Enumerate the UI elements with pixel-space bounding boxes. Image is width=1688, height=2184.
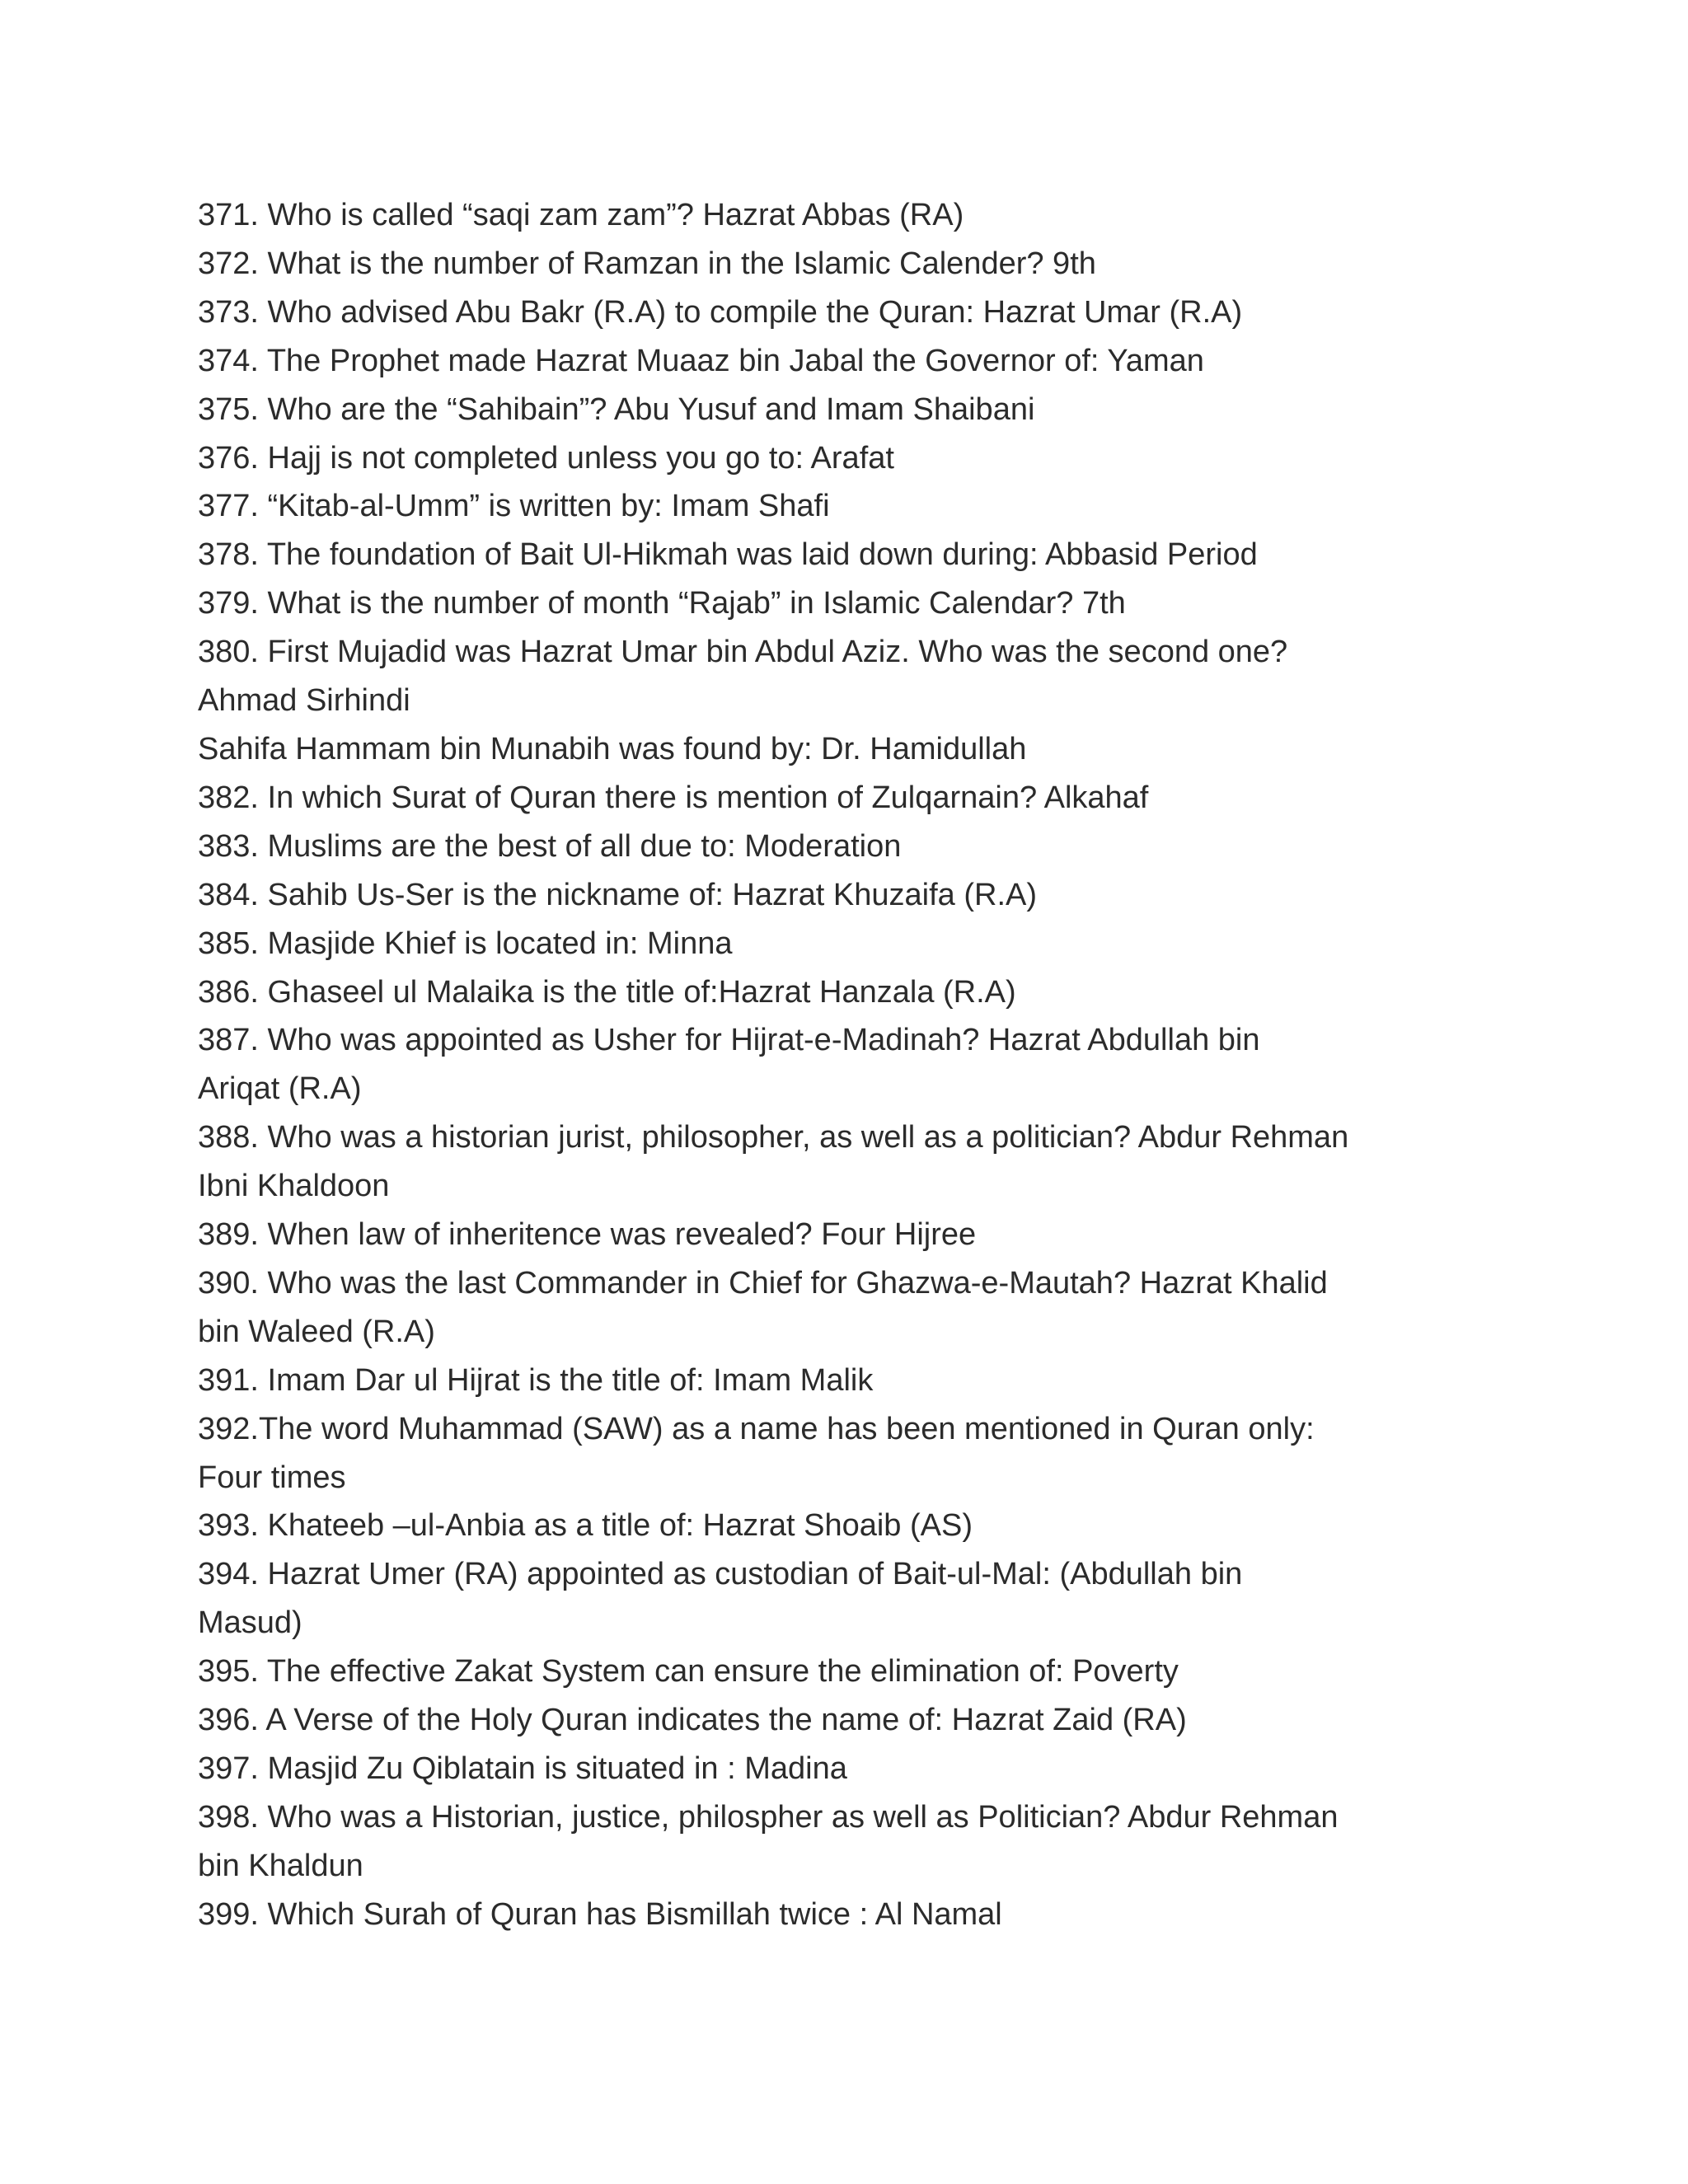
text-line: 384. Sahib Us-Ser is the nickname of: Hazrat Khuzaifa (R.A) <box>198 877 1038 912</box>
text-line: 395. The effective Zakat System can ensure the elimination of: Poverty <box>198 1654 1179 1690</box>
text-line: 387. Who was appointed as Usher for Hijrat-e-Madinah? Hazrat Abdullah bin <box>198 1023 1260 1058</box>
text-line: Ahmad Sirhindi <box>198 683 410 719</box>
text-line: 385. Masjide Khief is located in: Minna <box>198 926 733 961</box>
text-line: 379. What is the number of month “Rajab” in Islamic Calendar? 7th <box>198 586 1126 621</box>
text-line: bin Khaldun <box>198 1848 363 1883</box>
text-line: 391. Imam Dar ul Hijrat is the title of: Imam Malik <box>198 1362 874 1398</box>
text-line: Ariqat (R.A) <box>198 1071 362 1107</box>
text-line: 383. Muslims are the best of all due to: Moderation <box>198 828 902 864</box>
text-line: 380. First Mujadid was Hazrat Umar bin Abdul Aziz. Who was the second one? <box>198 635 1288 670</box>
text-line: 378. The foundation of Bait Ul-Hikmah was laid down during: Abbasid Period <box>198 537 1258 573</box>
text-line: 390. Who was the last Commander in Chief for Ghazwa-e-Mautah? Hazrat Khalid <box>198 1265 1328 1301</box>
text-line: 375. Who are the “Sahibain”? Abu Yusuf and Imam Shaibani <box>198 391 1035 427</box>
text-line: 372. What is the number of Ramzan in the Islamic Calender? 9th <box>198 246 1096 281</box>
text-line: 373. Who advised Abu Bakr (R.A) to compile the Quran: Hazrat Umar (R.A) <box>198 294 1243 330</box>
text-line: bin Waleed (R.A) <box>198 1314 435 1349</box>
document-text <box>198 191 1467 1939</box>
text-line: 399. Which Surah of Quran has Bismillah twice : Al Namal <box>198 1896 1002 1932</box>
text-line: 389. When law of inheritence was revealed? Four Hijree <box>198 1217 977 1253</box>
text-line: 397. Masjid Zu Qiblatain is situated in : Madina <box>198 1751 847 1786</box>
text-line: Ibni Khaldoon <box>198 1169 390 1204</box>
text-line: 396. A Verse of the Holy Quran indicates the name of: Hazrat Zaid (RA) <box>198 1703 1187 1738</box>
text-line: 386. Ghaseel ul Malaika is the title of:Hazrat Hanzala (R.A) <box>198 974 1016 1010</box>
text-line: Four times <box>198 1460 346 1495</box>
text-line: Masud) <box>198 1605 302 1641</box>
text-line: 394. Hazrat Umer (RA) appointed as custodian of Bait-ul-Mal: (Abdullah bin <box>198 1557 1243 1592</box>
text-line: Sahifa Hammam bin Munabih was found by: Dr. Hamidullah <box>198 731 1027 766</box>
text-line: 382. In which Surat of Quran there is mention of Zulqarnain? Alkahaf <box>198 780 1149 815</box>
text-line: 377. “Kitab-al-Umm” is written by: Imam Shafi <box>198 489 830 524</box>
text-line: 392.The word Muhammad (SAW) as a name has been mentioned in Quran only: <box>198 1411 1315 1446</box>
text-line: 398. Who was a Historian, justice, philospher as well as Politician? Abdur Rehman <box>198 1799 1339 1835</box>
text-line: 388. Who was a historian jurist, philosopher, as well as a politician? Abdur Rehman <box>198 1120 1349 1155</box>
text-line: 376. Hajj is not completed unless you go to: Arafat <box>198 440 894 476</box>
text-line: 393. Khateeb –ul-Anbia as a title of: Hazrat Shoaib (AS) <box>198 1508 973 1544</box>
text-line: 371. Who is called “saqi zam zam”? Hazrat Abbas (RA) <box>198 198 964 232</box>
text-line: 374. The Prophet made Hazrat Muaaz bin Jabal the Governor of: Yaman <box>198 343 1204 378</box>
